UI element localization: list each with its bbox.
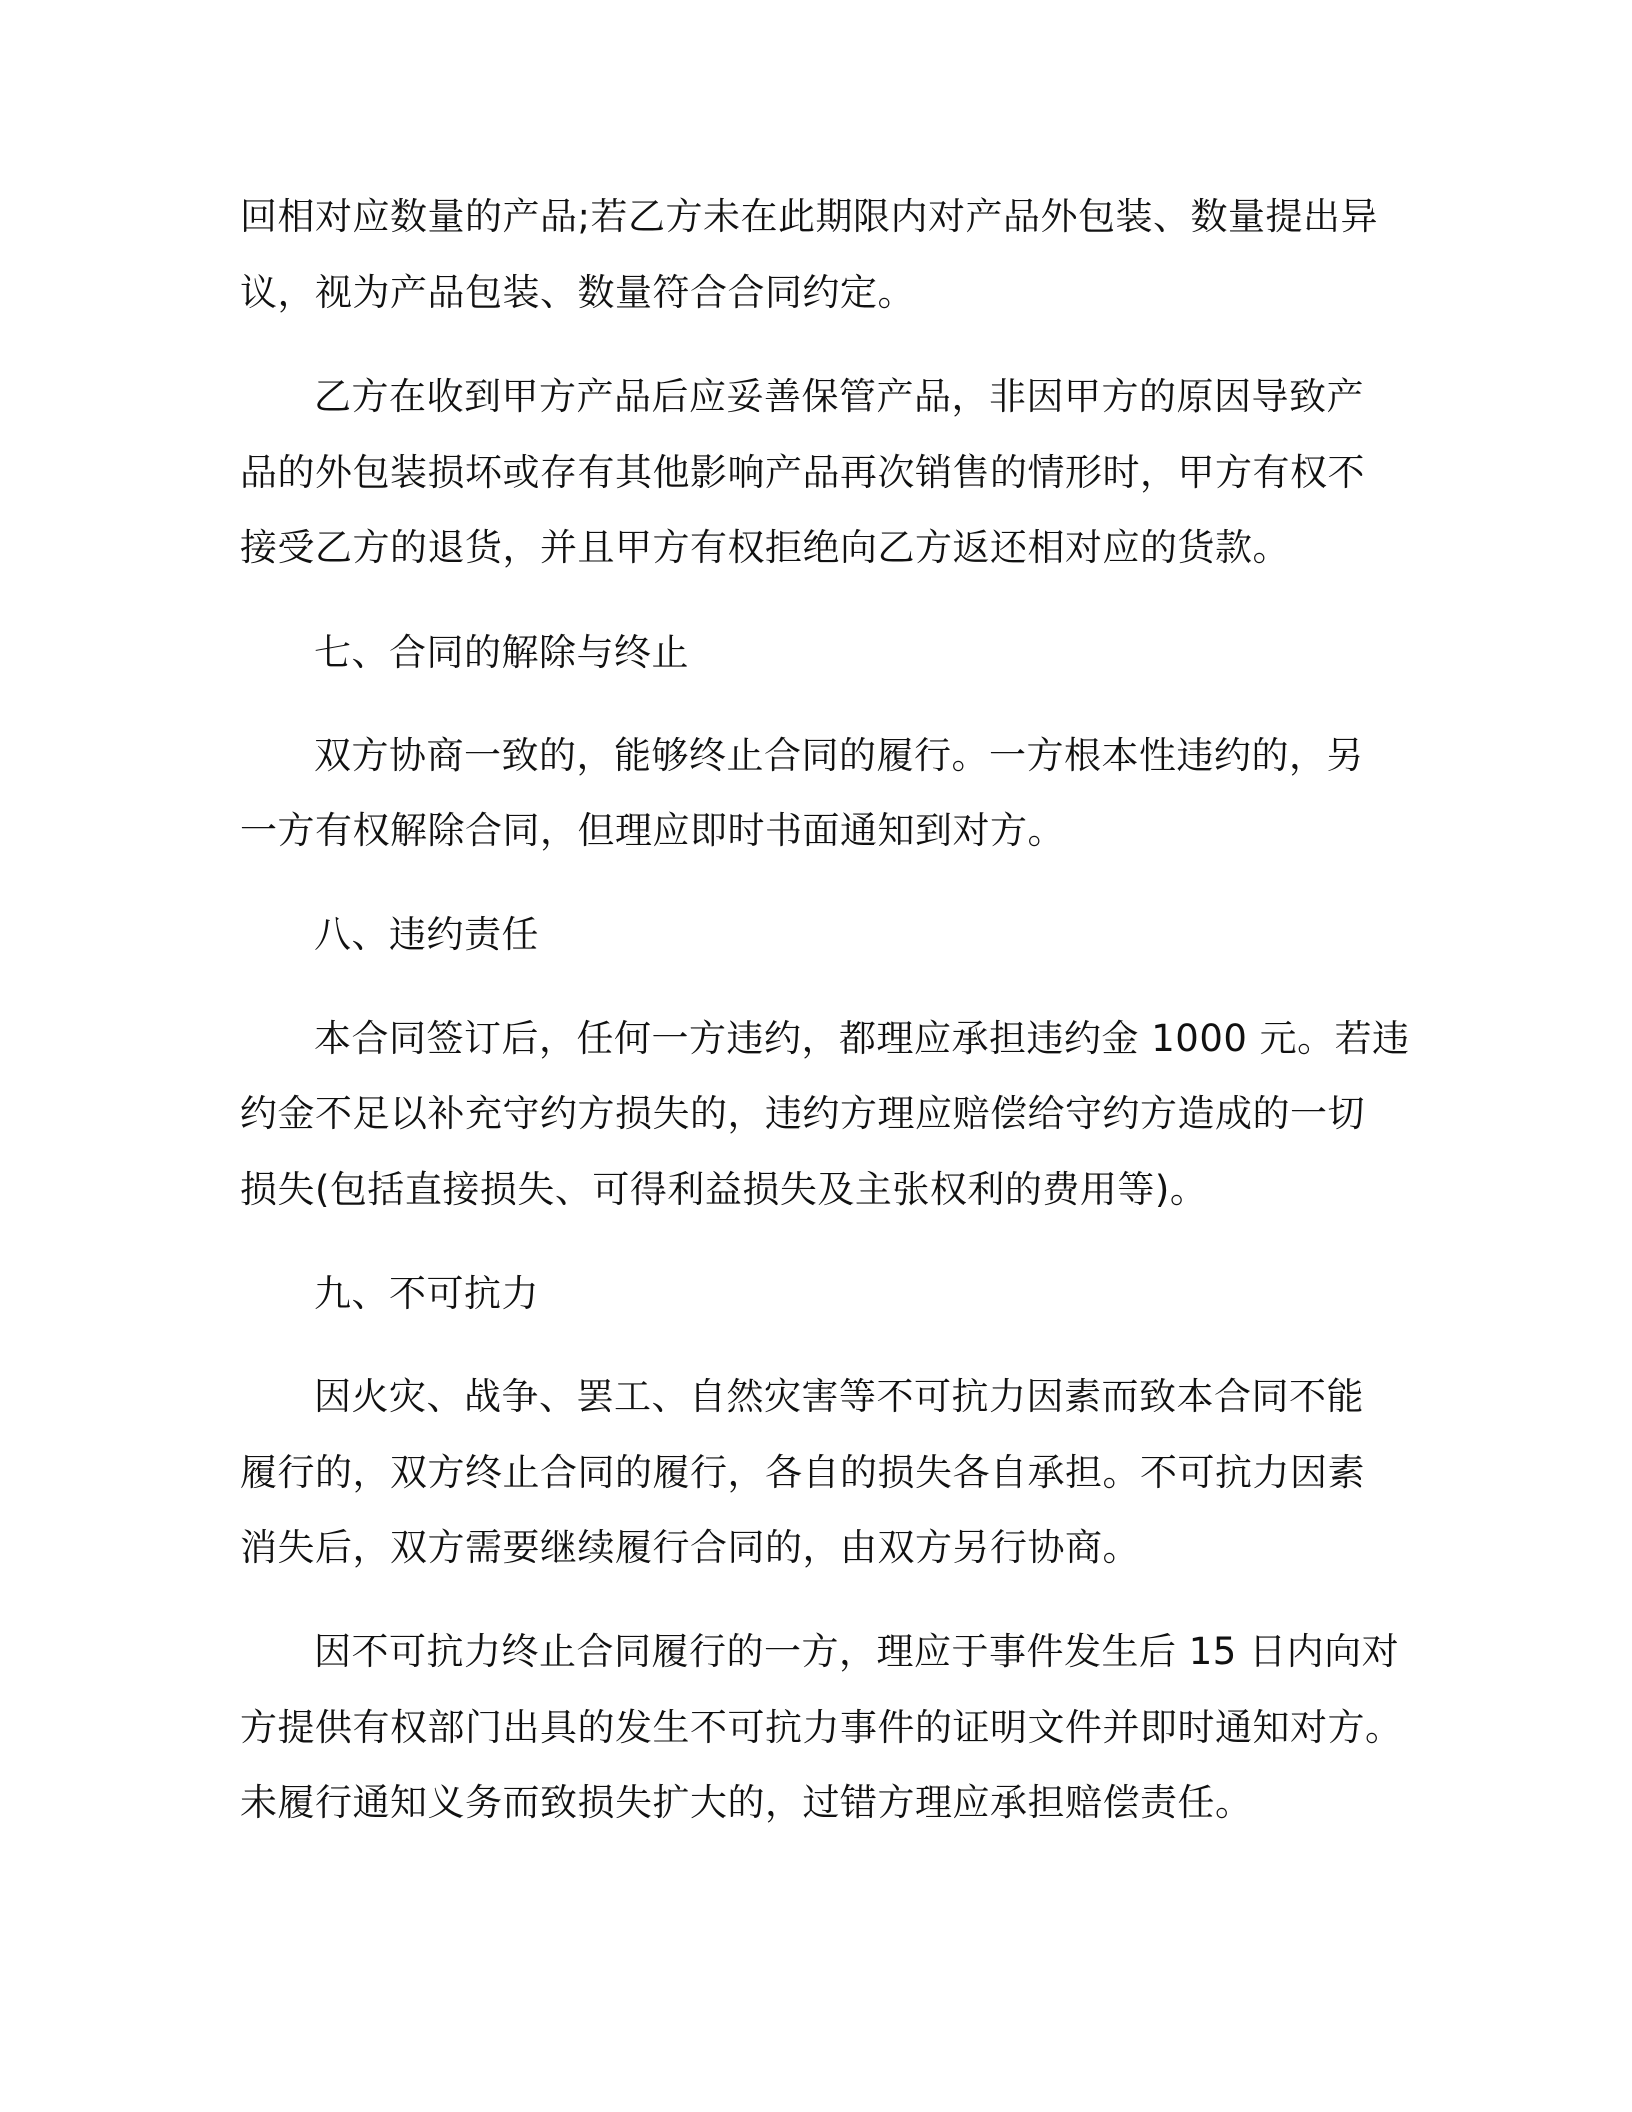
- text-line: 未履行通知义务而致损失扩大的，过错方理应承担赔偿责任。: [240, 1781, 1253, 1824]
- text-line: 一方有权解除合同，但理应即时书面通知到对方。: [240, 809, 1065, 852]
- text-line: 品的外包装损坏或存有其他影响产品再次销售的情形时，甲方有权不: [240, 451, 1365, 494]
- paragraph-line: 乙方在收到甲方产品后应妥善保管产品，非因甲方的原因导致产: [314, 375, 1364, 418]
- text-line: 议，视为产品包装、数量符合合同约定。: [240, 271, 915, 314]
- paragraph-line: 因火灾、战争、罢工、自然灾害等不可抗力因素而致本合同不能: [314, 1375, 1364, 1418]
- section-heading: 九、不可抗力: [314, 1272, 539, 1315]
- text-line: 履行的，双方终止合同的履行，各自的损失各自承担。不可抗力因素: [240, 1451, 1365, 1494]
- paragraph-line: 本合同签订后，任何一方违约，都理应承担违约金 1000 元。若违: [314, 1017, 1410, 1060]
- text-line: 方提供有权部门出具的发生不可抗力事件的证明文件并即时通知对方。: [240, 1706, 1403, 1749]
- text-line: 约金不足以补充守约方损失的，违约方理应赔偿给守约方造成的一切: [240, 1092, 1365, 1135]
- section-heading: 七、合同的解除与终止: [314, 631, 689, 674]
- paragraph-line: 因不可抗力终止合同履行的一方，理应于事件发生后 15 日内向对: [314, 1630, 1400, 1673]
- text-line: 接受乙方的退货，并且甲方有权拒绝向乙方返还相对应的货款。: [240, 526, 1290, 569]
- text-line: 损失(包括直接损失、可得利益损失及主张权利的费用等)。: [240, 1168, 1208, 1211]
- section-heading: 八、违约责任: [314, 913, 539, 956]
- paragraph-line: 双方协商一致的，能够终止合同的履行。一方根本性违约的，另: [314, 734, 1364, 777]
- text-line: 回相对应数量的产品;若乙方未在此期限内对产品外包装、数量提出异: [240, 195, 1378, 238]
- text-line: 消失后，双方需要继续履行合同的，由双方另行协商。: [240, 1526, 1140, 1569]
